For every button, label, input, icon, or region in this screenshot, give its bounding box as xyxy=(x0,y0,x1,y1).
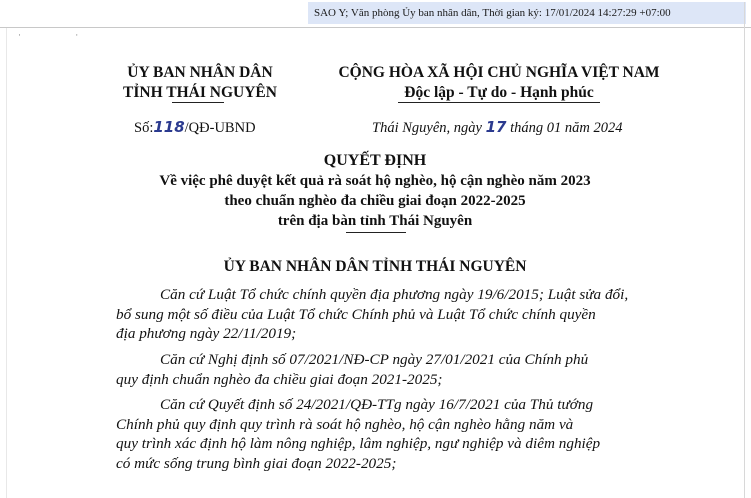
paragraph-line: Căn cứ Quyết định số 24/2021/QĐ-TTg ngày 16/7/2021 của Thủ tướng xyxy=(160,396,594,413)
paragraph-line: quy trình xác định hộ làm nông nghiệp, lâm nghiệp, ngư nghiệp và diêm nghiệp xyxy=(116,435,601,452)
subject-line-2: theo chuẩn nghèo đa chiều giai đoạn 2022-2025 xyxy=(224,193,526,209)
subject-underline xyxy=(346,232,406,233)
paragraph-line: địa phương ngày 22/11/2019; xyxy=(116,325,297,342)
page-top-border xyxy=(0,27,751,28)
subject-line-1: Về việc phê duyệt kết quả rà soát hộ nghèo, hộ cận nghèo năm 2023 xyxy=(159,173,591,189)
document-number xyxy=(134,118,256,137)
legal-basis-paragraph-2 xyxy=(116,350,664,389)
national-motto-header xyxy=(334,63,664,103)
doc-number-handwritten: 118 xyxy=(153,118,185,136)
date-suffix: tháng 01 năm 2024 xyxy=(510,120,623,136)
scan-marks: · · xyxy=(18,30,105,40)
document-type-heading: QUYẾT ĐỊNH xyxy=(323,152,427,169)
doc-number-prefix: Số: xyxy=(134,120,154,136)
digital-signature-stamp: SAO Y; Văn phòng Ủy ban nhân dân, Thời gian ký: 17/01/2024 14:27:29 +07:00 xyxy=(308,2,746,24)
date-day-handwritten: 17 xyxy=(485,118,507,136)
paragraph-line: bổ sung một số điều của Luật Tổ chức Chính phủ và Luật Tổ chức chính quyền xyxy=(116,305,596,323)
authority-line-2 xyxy=(123,83,277,103)
authority-line-1: ỦY BAN NHÂN DÂN xyxy=(127,64,273,81)
page-right-border xyxy=(744,2,745,498)
paragraph-line: có mức sống trung bình giai đoạn 2022-2025; xyxy=(116,454,397,472)
legal-basis-paragraph-1 xyxy=(116,285,664,344)
doc-number-suffix: /QĐ-UBND xyxy=(184,120,256,136)
authority-province: TỈNH THÁI NGUYÊN xyxy=(123,84,277,101)
paragraph-line: Căn cứ Luật Tổ chức chính quyền địa phương ngày 19/6/2015; Luật sửa đổi, xyxy=(160,286,629,303)
paragraph-line: quy định chuẩn nghèo đa chiều giai đoạn 2021-2025; xyxy=(116,370,443,388)
date-prefix: Thái Nguyên, ngày xyxy=(372,120,482,136)
subject-line-3: trên địa bàn tỉnh Thái Nguyên xyxy=(277,213,473,229)
page-left-border xyxy=(6,28,7,498)
paragraph-line: Căn cứ Nghị định số 07/2021/NĐ-CP ngày 27/01/2021 của Chính phủ xyxy=(160,351,589,368)
issuing-authority-header xyxy=(94,63,306,103)
motto-underline xyxy=(398,102,600,103)
decision-authority: ỦY BAN NHÂN DÂN TỈNH THÁI NGUYÊN xyxy=(223,258,527,275)
legal-basis-paragraph-3 xyxy=(116,395,664,473)
national-motto: Độc lập - Tự do - Hạnh phúc xyxy=(404,84,594,101)
document-date xyxy=(372,118,622,137)
national-name: CỘNG HÒA XÃ HỘI CHỦ NGHĨA VIỆT NAM xyxy=(338,64,660,81)
authority-underline xyxy=(172,102,224,103)
paragraph-line: Chính phủ quy định quy trình rà soát hộ nghèo, hộ cận nghèo hằng năm và xyxy=(116,415,574,433)
